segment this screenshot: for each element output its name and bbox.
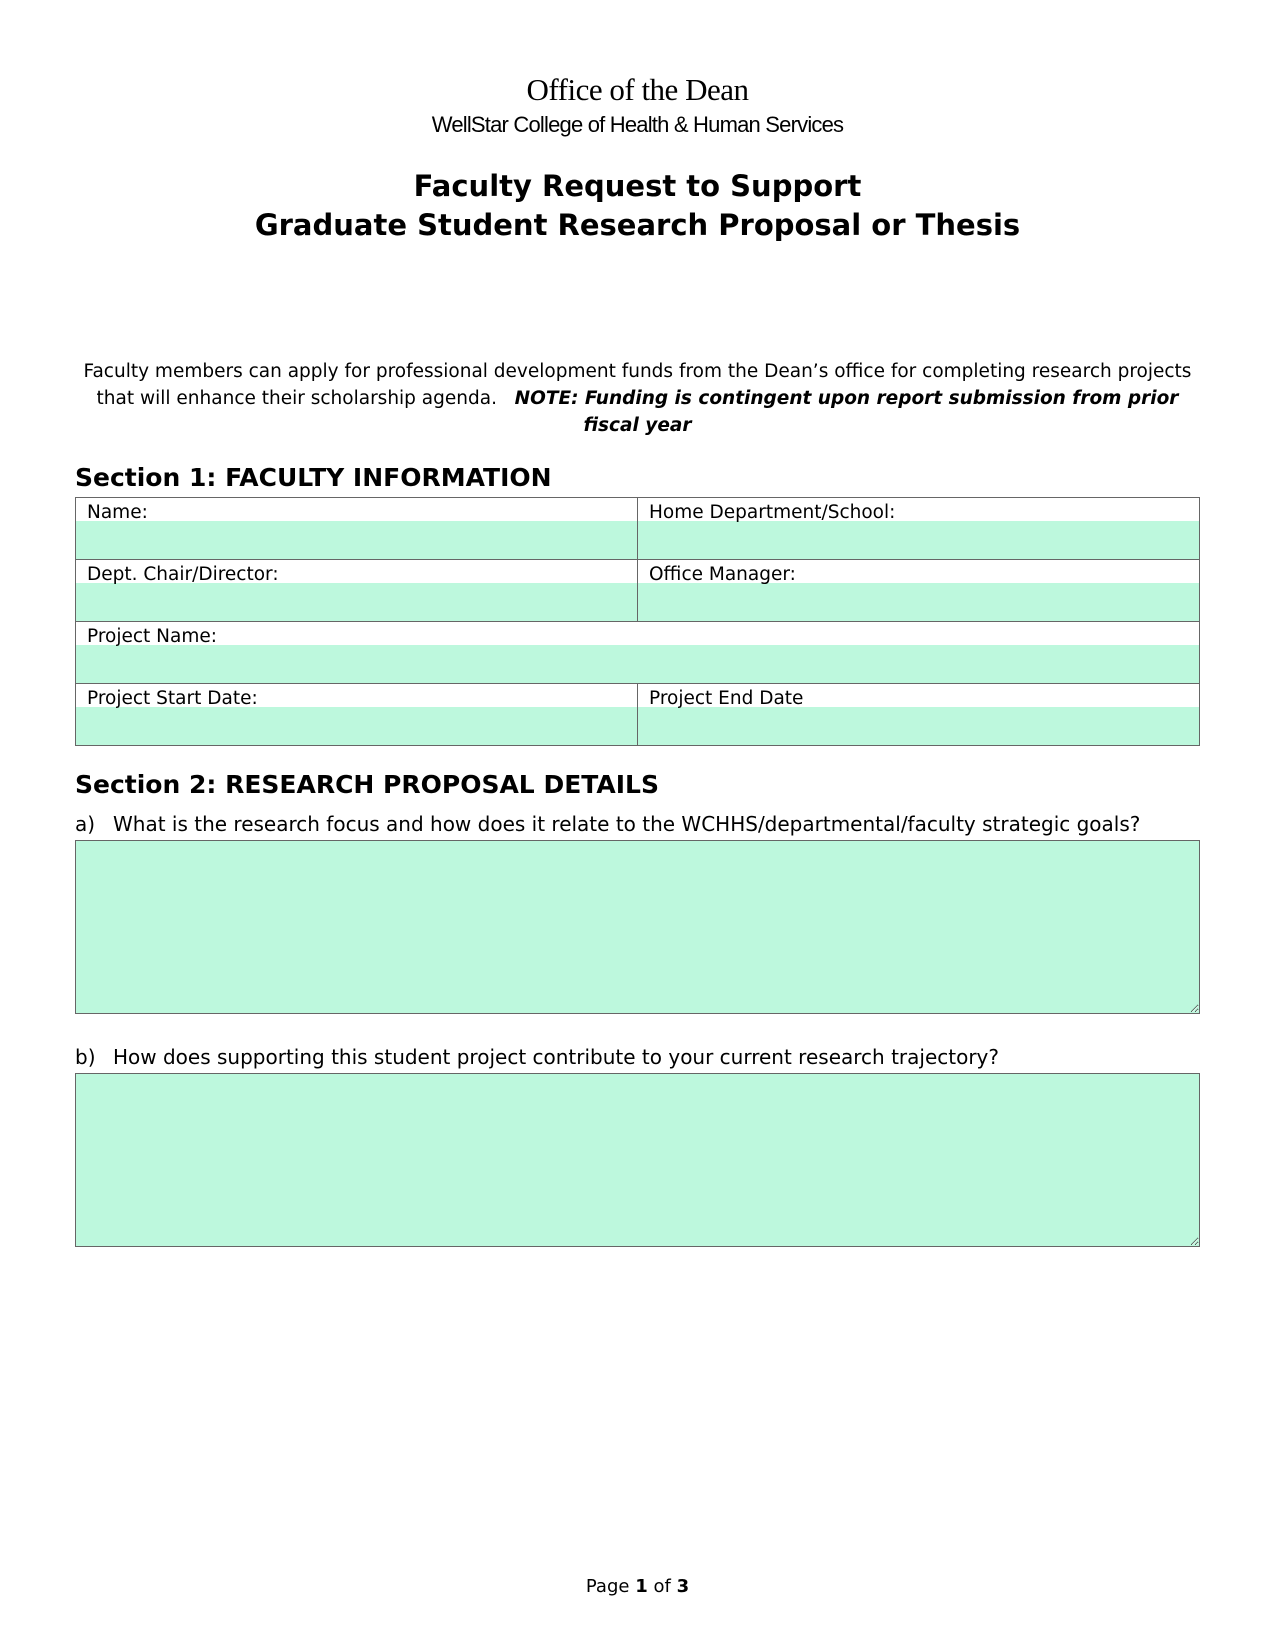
section-1-title: Section 1: FACULTY INFORMATION bbox=[75, 463, 552, 492]
intro-text: Faculty members can apply for professional development funds from the Dean’s office for completing research projects that will enhance their scholarship agenda. bbox=[83, 361, 1192, 409]
project-name-cell bbox=[76, 622, 1199, 683]
project-name-field[interactable] bbox=[76, 645, 1199, 683]
page-total: 3 bbox=[676, 1576, 690, 1597]
table-row bbox=[76, 498, 1199, 559]
question-a bbox=[75, 812, 1140, 836]
intro-paragraph bbox=[70, 358, 1205, 439]
question-a-label: a) bbox=[75, 812, 96, 836]
end-date-label: Project End Date bbox=[649, 688, 804, 709]
funding-note: NOTE: Funding is contingent upon report submission from prior fiscal year bbox=[514, 388, 1179, 436]
end-date-cell bbox=[637, 684, 1199, 745]
section-2-title: Section 2: RESEARCH PROPOSAL DETAILS bbox=[75, 770, 659, 799]
start-date-label: Project Start Date: bbox=[87, 688, 258, 709]
office-manager-label: Office Manager: bbox=[649, 564, 796, 585]
page-current: 1 bbox=[635, 1576, 648, 1597]
page-of: of bbox=[653, 1576, 671, 1597]
home-department-field[interactable] bbox=[638, 521, 1199, 559]
table-row bbox=[76, 621, 1199, 683]
home-department-label: Home Department/School: bbox=[649, 502, 896, 523]
college-name: WellStar College of Health & Human Services bbox=[431, 112, 844, 137]
question-b bbox=[75, 1045, 999, 1069]
name-label: Name: bbox=[87, 502, 148, 523]
name-field[interactable] bbox=[76, 521, 637, 559]
name-cell bbox=[76, 498, 637, 559]
home-department-cell bbox=[637, 498, 1199, 559]
page-number bbox=[0, 1576, 1275, 1597]
dept-chair-cell bbox=[76, 560, 637, 621]
end-date-field[interactable] bbox=[638, 707, 1199, 745]
form-title bbox=[0, 167, 1275, 245]
answer-a-field[interactable] bbox=[75, 840, 1200, 1014]
form-title-line-2: Graduate Student Research Proposal or Thesis bbox=[254, 208, 1021, 242]
office-manager-cell bbox=[637, 560, 1199, 621]
answer-b-field[interactable] bbox=[75, 1073, 1200, 1247]
project-name-label: Project Name: bbox=[87, 626, 217, 647]
page-prefix: Page bbox=[585, 1576, 630, 1597]
table-row bbox=[76, 683, 1199, 745]
question-b-text: How does supporting this student project contribute to your current research trajectory? bbox=[113, 1045, 999, 1069]
start-date-field[interactable] bbox=[76, 707, 637, 745]
office-title: Office of the Dean bbox=[526, 72, 749, 107]
start-date-cell bbox=[76, 684, 637, 745]
dept-chair-label: Dept. Chair/Director: bbox=[87, 564, 279, 585]
faculty-information-table bbox=[75, 497, 1200, 746]
dept-chair-field[interactable] bbox=[76, 583, 637, 621]
form-title-line-1: Faculty Request to Support bbox=[413, 169, 862, 203]
office-manager-field[interactable] bbox=[638, 583, 1199, 621]
question-b-label: b) bbox=[75, 1045, 96, 1069]
question-a-text: What is the research focus and how does it relate to the WCHHS/departmental/faculty strategic goals? bbox=[113, 812, 1141, 836]
table-row bbox=[76, 559, 1199, 621]
